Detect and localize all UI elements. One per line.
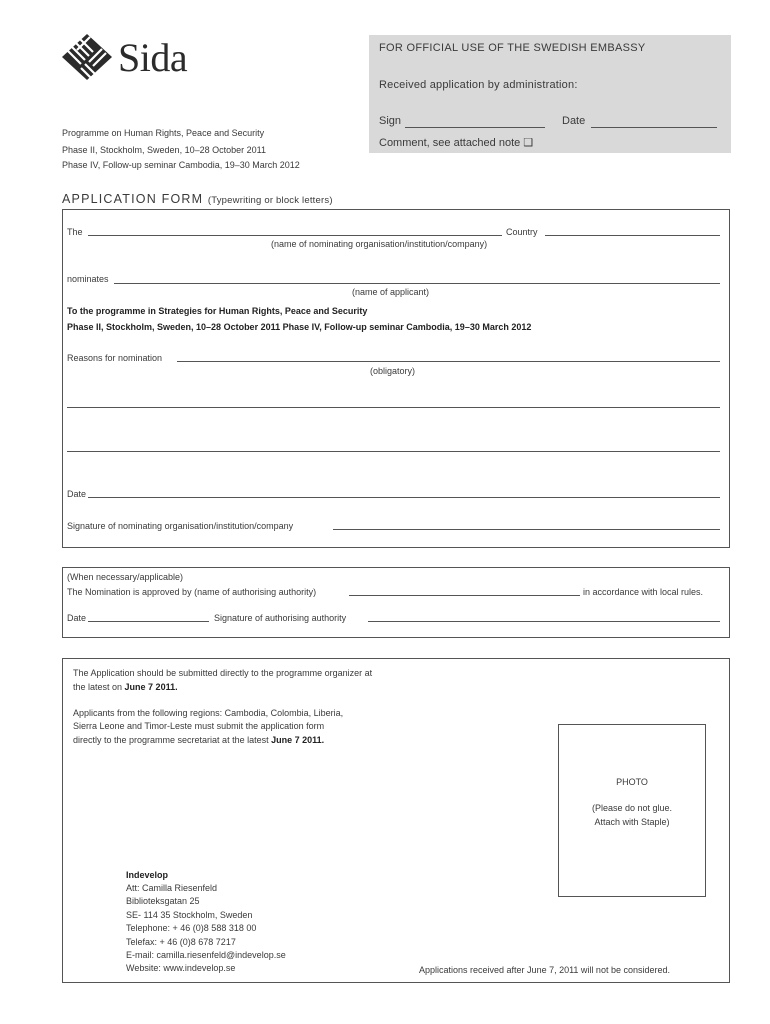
photo-title: PHOTO [616,777,648,787]
submission-text-2: the latest on June 7 2011. [73,682,178,692]
regions-text-3: directly to the programme secretariat at the latest June 7 2011. [73,735,325,745]
applicable-note: (When necessary/applicable) [67,572,184,582]
sign-field[interactable] [405,127,545,128]
reasons-field-2[interactable] [67,407,720,408]
signature-field[interactable] [333,529,720,530]
programme-statement-2: Phase II, Stockholm, Sweden, 10–28 October 2011 Phase IV, Follow-up seminar Cambodia, 19–30 March 2012 [67,322,532,332]
deadline-note: Applications received after June 7, 2011 will not be considered. [419,965,670,975]
the-label: The [67,227,83,237]
photo-note-2: Attach with Staple) [594,817,670,827]
date-label: Date [67,489,87,499]
signature-label: Signature of nominating organisation/institution/company [67,521,294,531]
submission-text-1: The Application should be submitted directly to the programme organizer at [73,668,373,678]
date-field[interactable] [591,127,717,128]
regions-text-1: Applicants from the following regions: Cambodia, Colombia, Liberia, [73,708,344,718]
applicant-hint: (name of applicant) [352,287,430,297]
programme-statement-1: To the programme in Strategies for Human Rights, Peace and Security [67,306,368,316]
programme-line-2: Phase II, Stockholm, Sweden, 10–28 October 2011 [62,145,266,155]
programme-line-1: Programme on Human Rights, Peace and Security [62,128,265,138]
applicant-field[interactable] [114,283,720,284]
application-form-title: APPLICATION FORM (Typewriting or block letters) [62,192,333,206]
nominates-label: nominates [67,274,109,284]
photo-note-1: (Please do not glue. [591,803,673,813]
regions-text-2: Sierra Leone and Timor-Leste must submit the application form [73,721,325,731]
date-field[interactable] [88,497,720,498]
application-form-subtitle: (Typewriting or block letters) [207,195,333,206]
obligatory-hint: (obligatory) [370,366,416,376]
contact-telephone: Telephone: + 46 (0)8 588 318 00 [126,923,257,933]
official-title: FOR OFFICIAL USE OF THE SWEDISH EMBASSY [379,42,646,54]
reasons-label: Reasons for nomination [67,353,163,363]
authority-signature-field[interactable] [368,621,720,622]
official-use-box [369,35,731,153]
contact-street: Biblioteksgatan 25 [126,896,200,906]
organisation-field[interactable] [88,235,502,236]
sida-logo-text: Sida [118,35,188,80]
reasons-field-3[interactable] [67,451,720,452]
comment-checkbox-label[interactable]: Comment, see attached note ❑ [379,137,534,149]
contact-name: Indevelop [126,870,169,880]
contact-city: SE- 114 35 Stockholm, Sweden [126,910,253,920]
reasons-field-1[interactable] [177,361,720,362]
received-label: Received application by administration: [379,79,578,91]
approval-date-field[interactable] [88,621,209,622]
authority-signature-label: Signature of authorising authority [214,613,347,623]
country-label: Country [506,227,538,237]
programme-line-3: Phase IV, Follow-up seminar Cambodia, 19–30 March 2012 [62,160,300,170]
approval-date-label: Date [67,613,87,623]
contact-website: Website: www.indevelop.se [126,963,236,973]
sign-label: Sign [379,115,402,127]
local-rules-label: in accordance with local rules. [583,587,704,597]
authority-field[interactable] [349,595,580,596]
organisation-hint: (name of nominating organisation/institution/company) [271,239,488,249]
photo-box[interactable] [558,724,706,897]
date-label: Date [562,115,586,127]
sida-logo-icon [62,34,112,80]
approved-label: The Nomination is approved by (name of authorising authority) [67,587,317,597]
country-field[interactable] [545,235,720,236]
contact-att: Att: Camilla Riesenfeld [126,883,218,893]
contact-telefax: Telefax: + 46 (0)8 678 7217 [126,937,236,947]
contact-email: E-mail: camilla.riesenfeld@indevelop.se [126,950,286,960]
